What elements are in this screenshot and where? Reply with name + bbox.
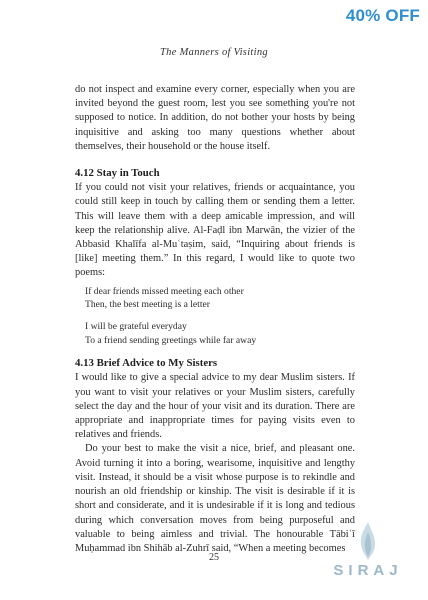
poem bbox=[85, 285, 355, 348]
flame-icon bbox=[353, 520, 383, 562]
poem-stanza-2 bbox=[85, 320, 355, 347]
poem-line: To a friend sending greetings while far away bbox=[85, 334, 257, 346]
siraj-logo bbox=[328, 520, 408, 584]
poem-stanza-1 bbox=[85, 285, 355, 312]
stay-in-touch-paragraph: If you could not visit your relatives, friends or acquaintance, you could still keep in touch by calling them or sending them a letter. This will leave them with a deep amicable impression, and will keep the relationship alive. Al-Faḍl ibn Marwān, the vizier of the Abbasid Khalīfa al-Muʿtaṣim, said, “Inquiring about friends is [like] meeting them.” In this regard, I would like to quote two poems: bbox=[75, 182, 355, 279]
intro-paragraph: do not inspect and examine every corner, especially when you are invited beyond the guest room, lest you see something you're not supposed to notice. In addition, do not bother your hosts by being inquisitive and asking too many questions whether about themselves, their household or the house itself. bbox=[75, 84, 355, 152]
section-heading-4-12: 4.12 Stay in Touch bbox=[75, 167, 160, 180]
logo-wordmark: SIRAJ bbox=[333, 562, 403, 579]
page-number: 25 bbox=[209, 552, 219, 563]
advice-paragraph-2: Do your best to make the visit a nice, brief, and pleasant one. Avoid turning it into a boring, wearisome, inquisitive and lengthy visit. Instead, it should be a visit whose purpose is to rekindle and nourish an old friendship or kinship. The visit is desirable if it is short and considerate, and it is undesirable if it is long and tedious during which conversation moves from being purposeful and valuable to being aimless and trivial. The honourable Tābiʿī Muḥammad ibn Shihāb al-Zuhrī said, “When a meeting becomes bbox=[75, 443, 355, 554]
section-heading-4-13: 4.13 Brief Advice to My Sisters bbox=[75, 357, 218, 370]
page-body bbox=[75, 83, 355, 556]
running-header: The Manners of Visiting bbox=[160, 47, 268, 58]
poem-line: Then, the best meeting is a letter bbox=[85, 299, 210, 311]
advice-paragraph-1: I would like to give a special advice to my dear Muslim sisters. If you want to visit your relatives or your Muslim sisters, carefully select the day and the hour of your visit and its duration. There are appropriate and inappropriate times for paying visits even to relatives and friends. bbox=[75, 372, 355, 441]
poem-line: If dear friends missed meeting each other bbox=[85, 285, 244, 297]
poem-line: I will be grateful everyday bbox=[85, 321, 187, 333]
discount-badge: 40% OFF bbox=[345, 6, 420, 25]
